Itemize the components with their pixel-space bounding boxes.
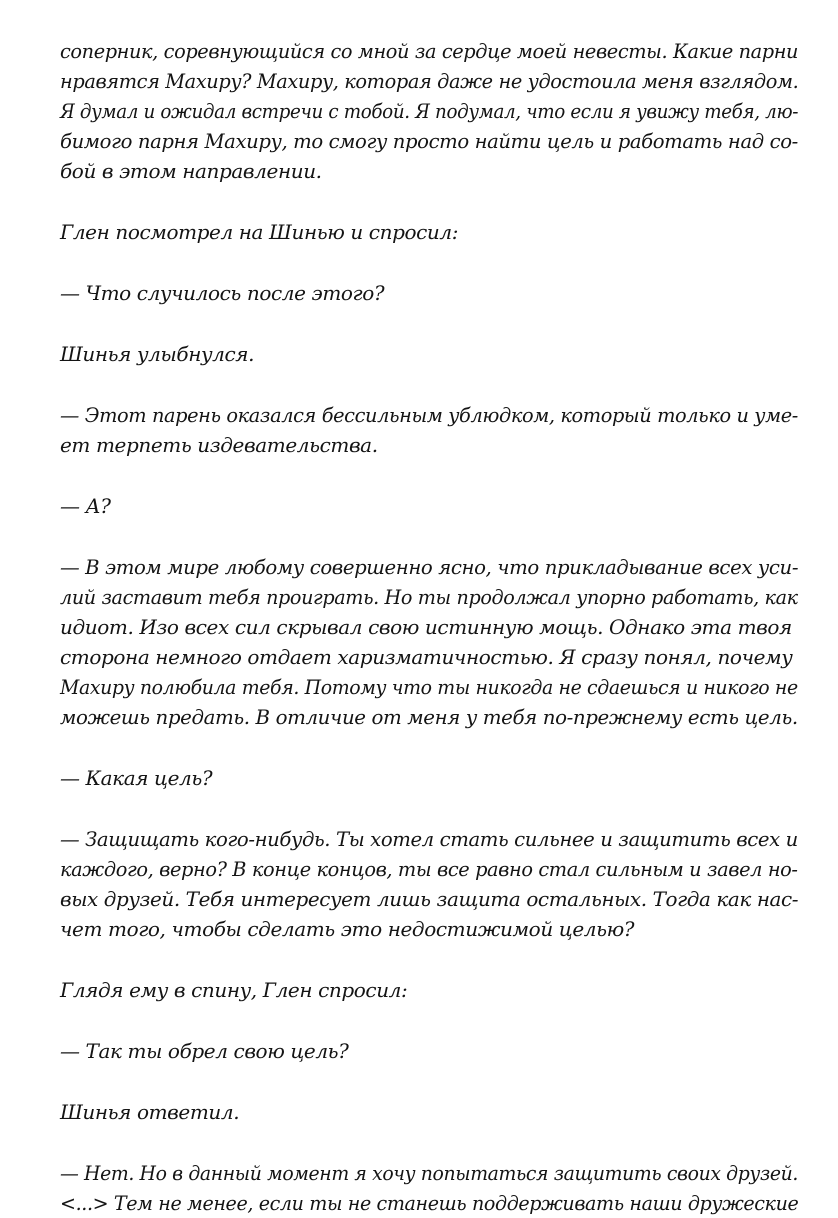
text-line: Махиру полюбила тебя. Потому что ты никогда не сдаешься и никого не bbox=[60, 675, 798, 699]
text-line: — А? bbox=[60, 494, 111, 518]
paragraph-2 bbox=[60, 217, 798, 247]
paragraph-gap bbox=[60, 944, 798, 975]
text-line: Я думал и ожидал встречи с тобой. Я подумал, что если я увижу тебя, лю- bbox=[60, 99, 799, 123]
text-line: нравятся Махиру? Махиру, которая даже не удостоила меня взглядом. bbox=[60, 69, 799, 93]
text-line: Шинья ответил. bbox=[60, 1100, 240, 1124]
paragraph-gap bbox=[60, 1005, 798, 1036]
text-line: Глен посмотрел на Шинью и спросил: bbox=[60, 220, 459, 244]
paragraph-5 bbox=[60, 400, 798, 460]
text-line: — Что случилось после этого? bbox=[60, 281, 385, 305]
text-line: Глядя ему в спину, Глен спросил: bbox=[60, 978, 408, 1002]
paragraph-gap bbox=[60, 1127, 798, 1158]
paragraph-13 bbox=[60, 1158, 798, 1218]
paragraph-gap bbox=[60, 793, 798, 824]
text-line: вых друзей. Тебя интересует лишь защита остальных. Тогда как нас- bbox=[60, 887, 799, 911]
paragraph-gap bbox=[60, 186, 798, 217]
paragraph-gap bbox=[60, 521, 798, 552]
paragraph-gap bbox=[60, 247, 798, 278]
text-line: — Нет. Но в данный момент я хочу попытаться защитить своих друзей. bbox=[60, 1161, 798, 1185]
paragraph-gap bbox=[60, 732, 798, 763]
text-line: — Так ты обрел свою цель? bbox=[60, 1039, 349, 1063]
paragraph-12 bbox=[60, 1097, 798, 1127]
text-line: лий заставит тебя проиграть. Но ты продолжал упорно работать, как bbox=[60, 585, 798, 609]
paragraph-1 bbox=[60, 36, 798, 186]
text-line: можешь предать. В отличие от меня у тебя по-прежнему есть цель. bbox=[60, 705, 798, 729]
text-line: соперник, соревнующийся со мной за сердце моей невесты. Какие парни bbox=[60, 39, 799, 63]
text-line: чет того, чтобы сделать это недостижимой целью? bbox=[60, 917, 635, 941]
text-line: — Защищать кого-нибудь. Ты хотел стать сильнее и защитить всех и bbox=[60, 827, 798, 851]
paragraph-gap bbox=[60, 308, 798, 339]
text-line: бой в этом направлении. bbox=[60, 159, 322, 183]
text-line: Шинья улыбнулся. bbox=[60, 342, 255, 366]
text-body bbox=[60, 36, 798, 1218]
paragraph-10 bbox=[60, 975, 798, 1005]
text-line: ет терпеть издевательства. bbox=[60, 433, 378, 457]
paragraph-6 bbox=[60, 491, 798, 521]
paragraph-9 bbox=[60, 824, 798, 944]
text-line: — В этом мире любому совершенно ясно, что прикладывание всех уси- bbox=[60, 555, 799, 579]
paragraph-gap bbox=[60, 1066, 798, 1097]
text-line: — Какая цель? bbox=[60, 766, 213, 790]
paragraph-11 bbox=[60, 1036, 798, 1066]
text-line: идиот. Изо всех сил скрывал свою истинную мощь. Однако эта твоя bbox=[60, 615, 792, 639]
paragraph-7 bbox=[60, 552, 798, 732]
paragraph-3 bbox=[60, 278, 798, 308]
paragraph-4 bbox=[60, 339, 798, 369]
text-line: бимого парня Махиру, то смогу просто найти цель и работать над со- bbox=[60, 129, 798, 153]
paragraph-gap bbox=[60, 460, 798, 491]
paragraph-gap bbox=[60, 369, 798, 400]
text-line: — Этот парень оказался бессильным ублюдком, который только и уме- bbox=[60, 403, 798, 427]
text-line: сторона немного отдает харизматичностью. Я сразу понял, почему bbox=[60, 645, 793, 669]
text-line: <...> Тем не менее, если ты не станешь поддерживать наши дружеские bbox=[60, 1191, 799, 1215]
text-line: каждого, верно? В конце концов, ты все равно стал сильным и завел но- bbox=[60, 857, 798, 881]
paragraph-8 bbox=[60, 763, 798, 793]
